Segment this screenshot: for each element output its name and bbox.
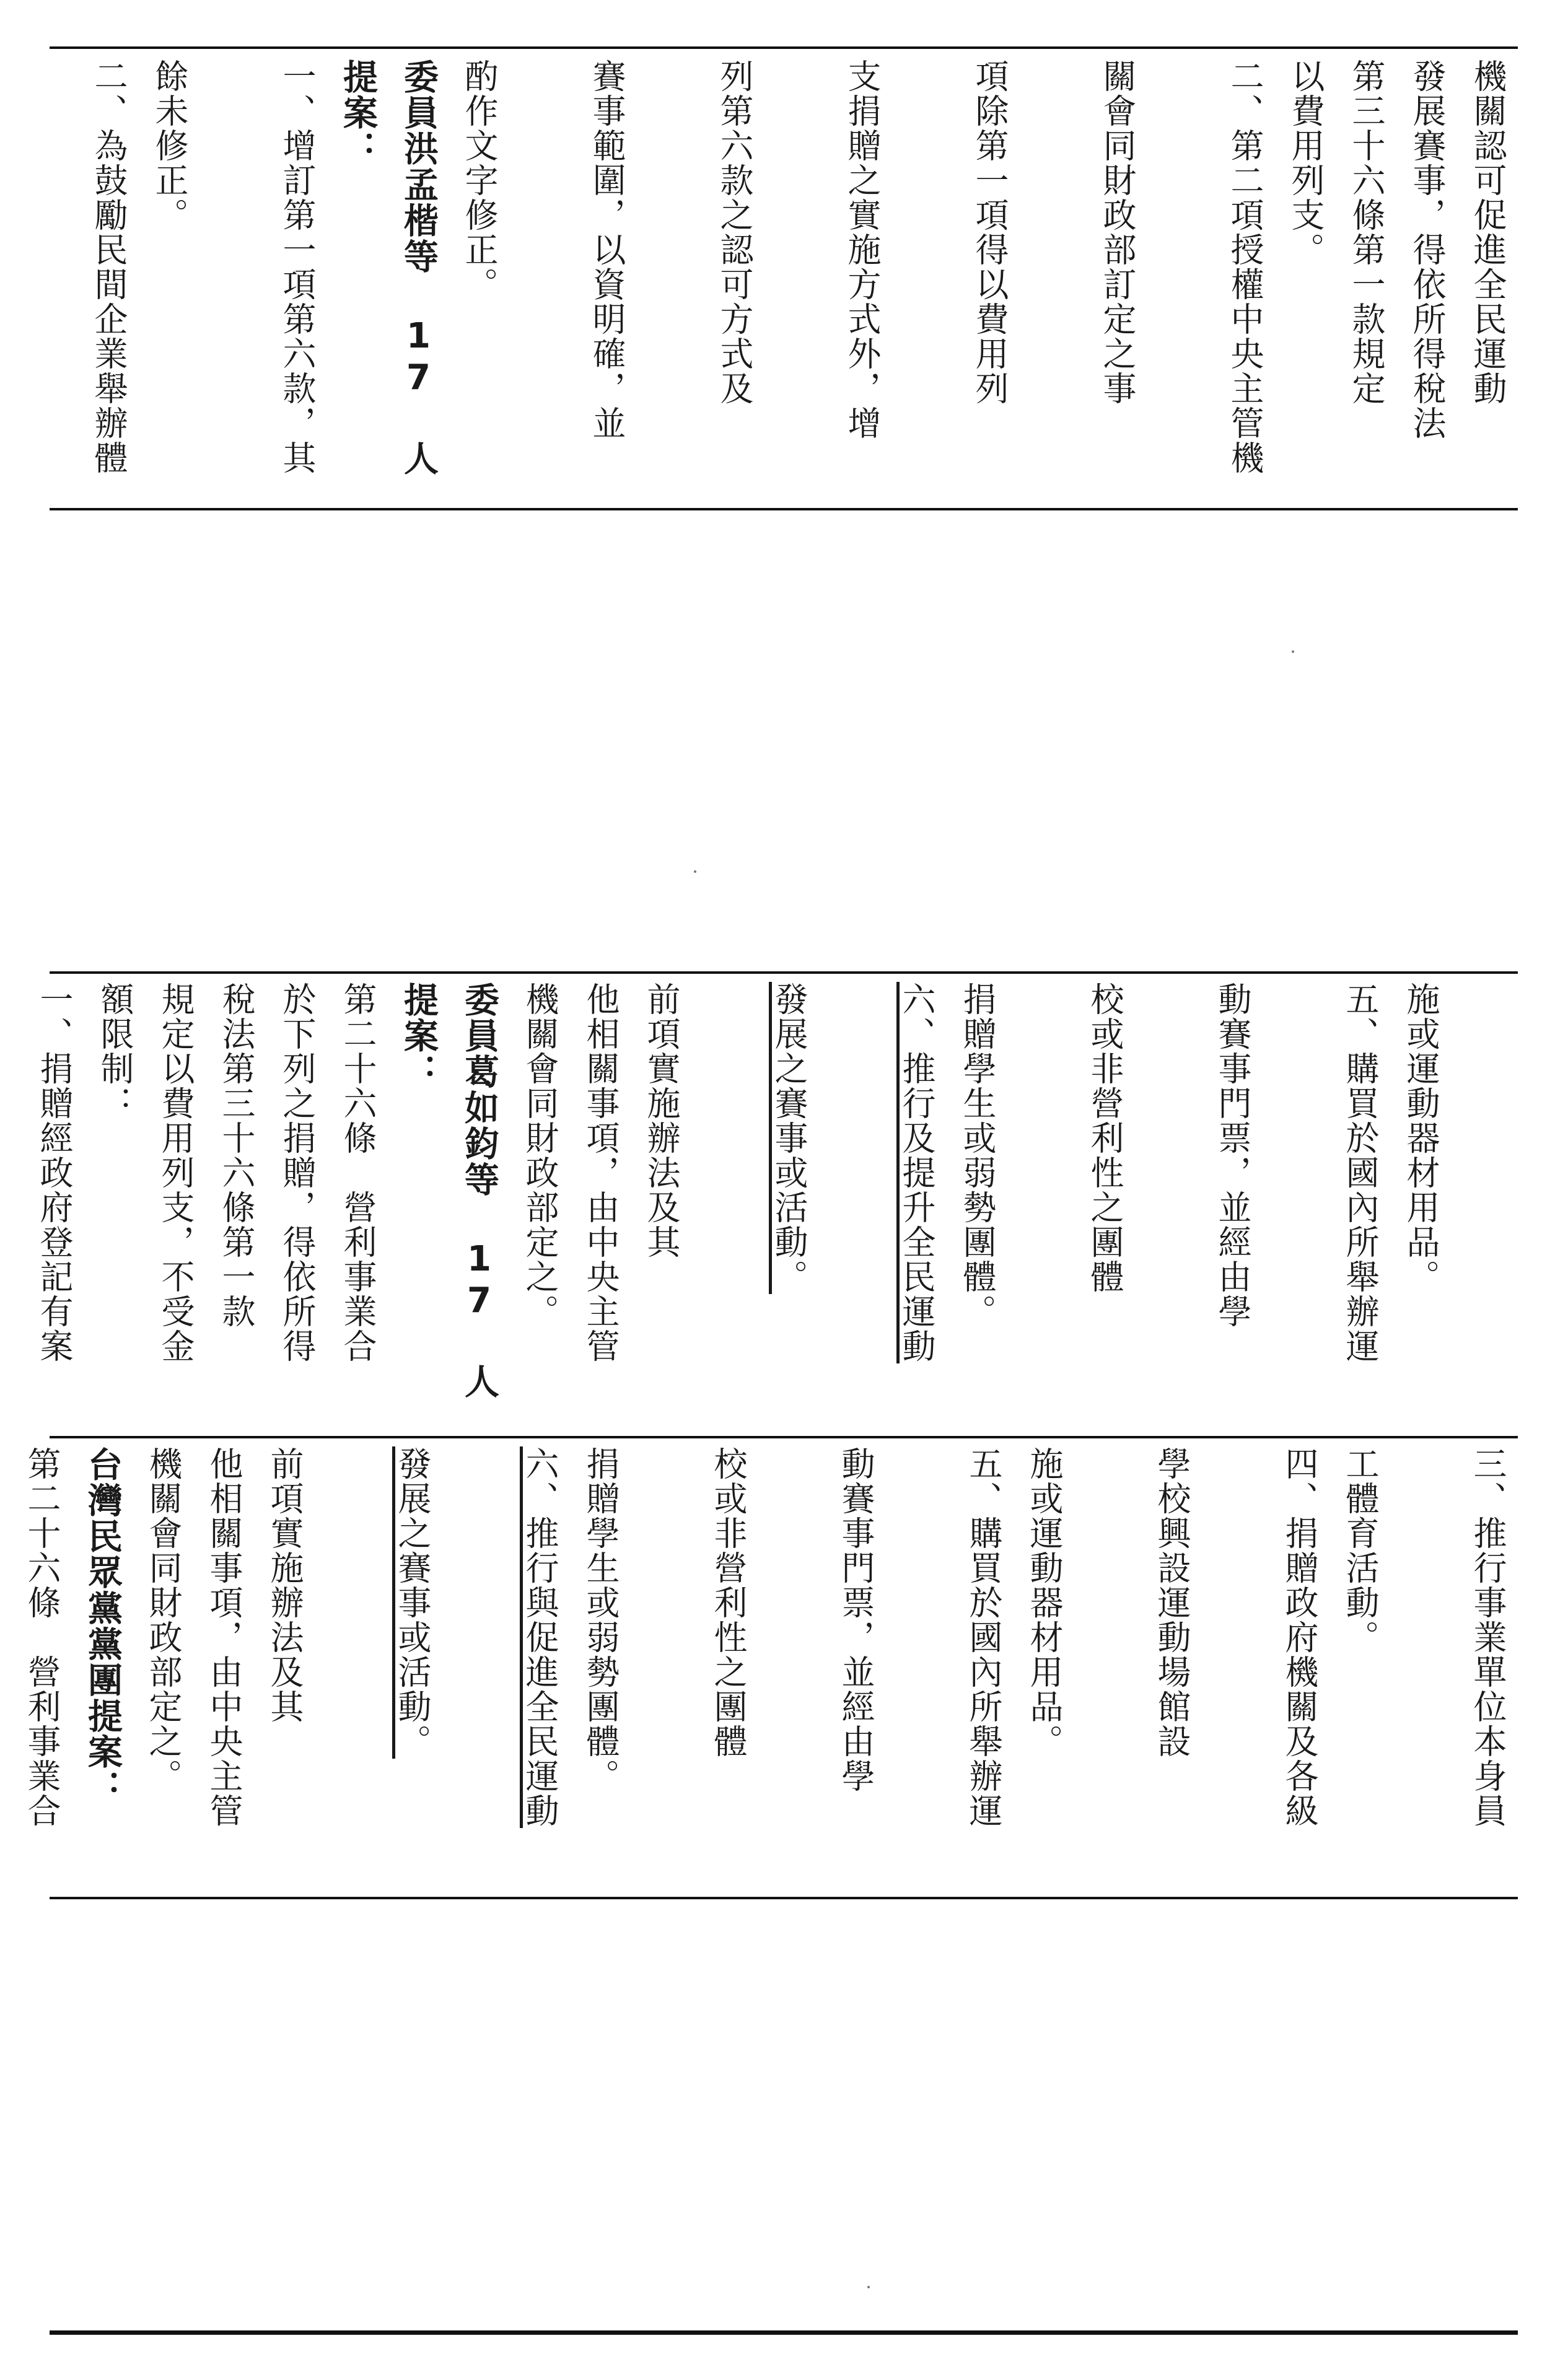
text-line	[0, 982, 24, 1428]
text-line: 列第六款之認可方式及	[715, 59, 754, 406]
text-line: 支捐贈之實施方式外，增	[843, 59, 882, 440]
text-line: 額限制：	[95, 982, 134, 1121]
text-line: 賽事範圍，以資明確，並	[587, 59, 626, 440]
text-line: 二、為鼓勵民間企業舉辦體	[89, 59, 128, 475]
row-divider-3	[50, 1436, 1518, 1438]
text-line: 六、推行及提升全民運動	[897, 982, 936, 1363]
text-line: 於下列之捐贈，得依所得	[278, 982, 317, 1363]
text-line: 機關認可促進全民運動	[1468, 59, 1507, 406]
text-line: 動賽事門票，並經由學	[836, 1446, 875, 1793]
text-line: 他相關事項，由中央主管	[204, 1446, 243, 1828]
text-line: 三、推行事業單位本身員	[1468, 1446, 1507, 1828]
panel-middle-lines	[0, 982, 1518, 1428]
text-line: 台灣民眾黨黨團提案：	[82, 1446, 123, 1806]
text-line: 發展之賽事或活動。	[393, 1446, 432, 1759]
text-line: 他相關事項，由中央主管	[581, 982, 620, 1363]
scan-speck	[1292, 650, 1294, 653]
row-divider-1	[50, 508, 1518, 510]
text-panel-top	[56, 59, 1518, 502]
text-line	[0, 1446, 11, 1889]
text-line: 一、增訂第一項第六款，其	[278, 59, 317, 475]
text-line: 學校興設運動場館設	[1152, 1446, 1191, 1759]
row-divider-4	[50, 1897, 1518, 1899]
text-line: 規定以費用列支，不受金	[156, 982, 195, 1363]
text-line: 施或運動器材用品。	[1401, 982, 1440, 1294]
text-line: 校或非營利性之團體	[709, 1446, 748, 1759]
table-top-rule	[50, 46, 1518, 49]
text-line: 捐贈學生或弱勢團體。	[581, 1446, 620, 1793]
text-line: 第二十六條 營利事業合	[22, 1446, 61, 1828]
text-line: 酌作文字修正。	[460, 59, 499, 302]
text-line: 校或非營利性之團體	[1085, 982, 1124, 1294]
text-line: 工體育活動。	[1341, 1446, 1380, 1655]
text-line: 施或運動器材用品。	[1025, 1446, 1064, 1759]
panel-lower-lines	[0, 1446, 1518, 1889]
text-line: 項除第一項得以費用列	[970, 59, 1009, 406]
text-line: 動賽事門票，並經由學	[1213, 982, 1252, 1329]
text-line: 五、購買於國內所舉辦運	[964, 1446, 1003, 1828]
scan-speck	[867, 2286, 870, 2288]
text-line: 一、捐贈經政府登記有案	[35, 982, 74, 1363]
text-panel-middle	[35, 982, 1518, 1428]
text-line: 五、購買於國內所舉辦運	[1341, 982, 1380, 1363]
text-line: 機關會同財政部定之。	[144, 1446, 183, 1793]
text-line: 關會同財政部訂定之事	[1098, 59, 1137, 406]
text-line: 捐贈學生或弱勢團體。	[958, 982, 997, 1329]
text-line: 委員洪孟楷等 17 人提案：	[338, 59, 439, 476]
text-line: 前項實施辦法及其	[642, 982, 681, 1259]
text-line	[0, 59, 78, 502]
text-line: 稅法第三十六條第一款	[217, 982, 256, 1329]
table-bottom-rule	[50, 2330, 1518, 2335]
scan-speck	[694, 870, 696, 873]
row-divider-2	[50, 971, 1518, 974]
text-line: 餘未修正。	[150, 59, 189, 232]
text-line: 前項實施辦法及其	[265, 1446, 304, 1724]
text-line: 第三十六條第一款規定	[1347, 59, 1386, 406]
text-line: 六、推行與促進全民運動	[520, 1446, 559, 1828]
text-line: 以費用列支。	[1286, 59, 1325, 267]
text-panel-lower	[22, 1446, 1518, 1889]
text-line: 機關會同財政部定之。	[520, 982, 559, 1329]
text-line: 發展之賽事或活動。	[769, 982, 808, 1294]
panel-top-lines	[0, 59, 1518, 502]
text-line: 四、捐贈政府機關及各級	[1280, 1446, 1319, 1828]
text-line: 第二十六條 營利事業合	[338, 982, 377, 1363]
text-line: 委員葛如鈞等 17 人提案：	[398, 982, 499, 1399]
text-line: 二、第二項授權中央主管機	[1225, 59, 1264, 475]
text-line: 發展賽事，得依所得稅法	[1408, 59, 1447, 440]
